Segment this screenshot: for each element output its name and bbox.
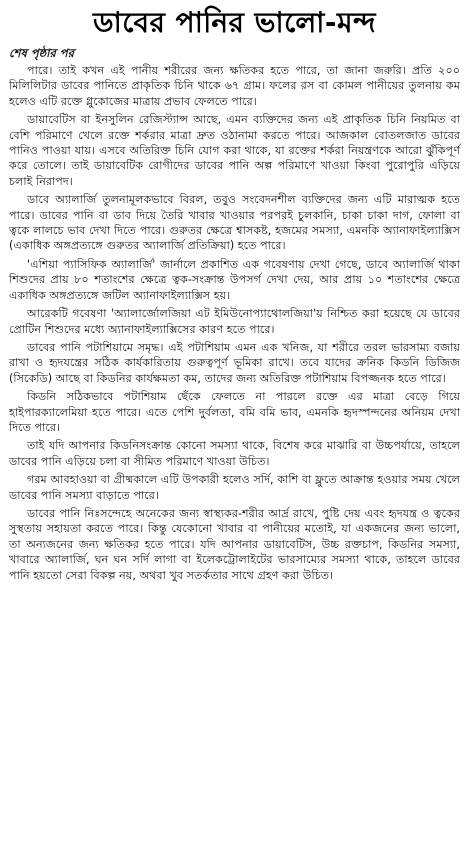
article-paragraph: কিডনি সঠিকভাবে পটাশিয়াম ছেঁকে ফেলতে না পারলে রক্তে এর মাত্রা বেড়ে গিয়ে হাইপারক্যালেমিয়া হতে পারে। এতে পেশি দুর্বলতা, বমি বমি ভাব, এমনকি হৃদস্পন্দনের অনিয়ম দেখা দিতে পারে। [9,390,460,434]
article-paragraph: ডাবে অ্যালার্জি তুলনামূলকভাবে বিরল, তবুও সংবেদনশীল ব্যক্তিদের জন্য এটি মারাত্মক হতে পারে। ডাবের পানি বা ডাব দিয়ে তৈরি খাবার খাওয়ার পরপরই চুলকানি, চাকা চাকা দাগ, ফোলা বা ত্বকে লালচে ভাব দেখা দিতে পারে। গুরুতর ক্ষেত্রে শ্বাসকষ্ট, হজমের সমস্যা, এমনকি অ্যানাফাইল্যাক্সিস (একাধিক অঙ্গপ্রত্যঙ্গে গুরুতর অ্যালার্জি প্রতিক্রিয়া) হতে পারে। [9,193,460,253]
article-paragraph: ডাবের পানি পটাশিয়ামে সমৃদ্ধ। এই পটাশিয়াম এমন এক খনিজ, যা শরীরে তরল ভারসাম্য বজায় রাখা ও হৃদযন্ত্রের সঠিক কার্যকারিতায় গুরুত্বপূর্ণ ভূমিকা রাখে। তবে যাদের ক্রনিক কিডনি ডিজিজ (সিকেডি) আছে বা কিডনির কার্যক্ষমতা কম, তাদের জন্য অতিরিক্ত পটাশিয়াম বিপজ্জনক হতে পারে। [9,340,460,385]
article-paragraph: গরম আবহাওয়া বা গ্রীষ্মকালে এটি উপকারী হলেও সর্দি, কাশি বা ফ্লুতে আক্রান্ত হওয়ার সময় খেলে ডাবের পানি সমস্যা বাড়াতে পারে। [9,473,460,502]
continued-from-label: শেষ পৃষ্ঠার পর [9,46,74,60]
article-headline: ডাবের পানির ভালো-মন্দ [92,6,377,39]
article-paragraph: আরেকটি গবেষণা 'অ্যালার্জোলজিয়া এট ইমিউনোপ্যাথোলজিয়া'য় নিশ্চিত করা হয়েছে যে ডাবের প্রোটিন শিশুদের মধ্যে অ্যানাফাইল্যাক্সিসের কারণ হতে পারে। [9,307,460,336]
article-body [9,63,460,583]
article-paragraph: তাই যদি আপনার কিডনিসংক্রান্ত কোনো সমস্যা থাকে, বিশেষ করে মাঝারি বা উচ্চপর্যায়ে, তাহলে ডাবের পানি এড়িয়ে চলা বা সীমিত পরিমাণে খাওয়া উচিত। [9,439,460,468]
article-paragraph: 'এশিয়া প্যাসিফিক অ্যালার্জি' জার্নালে প্রকাশিত এক গবেষণায় দেখা গেছে, ডাবে অ্যালার্জি থাকা শিশুদের প্রায় ৮০ শতাংশের ক্ষেত্রে ত্বক-সংক্রান্ত উপসর্গ দেখা দেয়, আর প্রায় ১০ শতাংশের ক্ষেত্রে একাধিক অঙ্গপ্রত্যঙ্গে জটিল অ্যানাফাইল্যাক্সিস হয়। [9,257,460,302]
article-paragraph: ডাবের পানি নিঃসন্দেহে অনেকের জন্য স্বাস্থ্যকর-শরীর আর্দ্র রাখে, পুষ্টি দেয় এবং হৃদযন্ত্র ও ত্বকের সুস্থতায় সহায়তা করতে পারে। কিন্তু যেকোনো খাবার বা পানীয়ের মতোই, যা একজনের জন্য ভালো, তা অন্যজনের জন্য ক্ষতিকর হতে পারে। যদি আপনার ডায়াবেটিস, উচ্চ রক্তচাপ, কিডনির সমস্যা, খাবারে অ্যালার্জি, ঘন ঘন সর্দি লাগা বা ইলেকট্রোলাইটের ভারসাম্যের সমস্যা থাকে, তাহলে ডাবের পানি হয়তো সেরা বিকল্প নয়, অথবা খুব সতর্কতার সাথে গ্রহণ করা উচিত। [9,506,460,582]
article-paragraph: পারে। তাই কখন এই পানীয় শরীরের জন্য ক্ষতিকর হতে পারে, তা জানা জরুরি। প্রতি ২০০ মিলিলিটার ডাবের পানিতে প্রাকৃতিক চিনি থাকে ৬৭ গ্রাম। ফলের রস বা কোমল পানীয়ের তুলনায় কম হলেও এটি রক্তে গ্লুকোজের মাত্রায় প্রভাব ফেলতে পারে। [9,64,460,108]
article-paragraph: ডায়াবেটিস বা ইনসুলিন রেজিস্ট্যান্স আছে, এমন ব্যক্তিদের জন্য এই প্রাকৃতিক চিনি নিয়মিত বা বেশি পরিমাণে খেলে রক্তে শর্করার মাত্রা দ্রুত ওঠানামা করতে পারে। আজকাল বোতলজাত ডাবের পানিও পাওয়া যায়। এসবে অতিরিক্ত চিনি যোগ করা থাকে, যা রক্তের শর্করা নিয়ন্ত্রণকে আরো ঝুঁকিপূর্ণ করে তোলে। তাই ডায়াবেটিক রোগীদের ডাবের পানি অল্প পরিমাণে খাওয়া কিংবা পুরোপুরি এড়িয়ে চলাই নিরাপদ। [9,113,460,188]
